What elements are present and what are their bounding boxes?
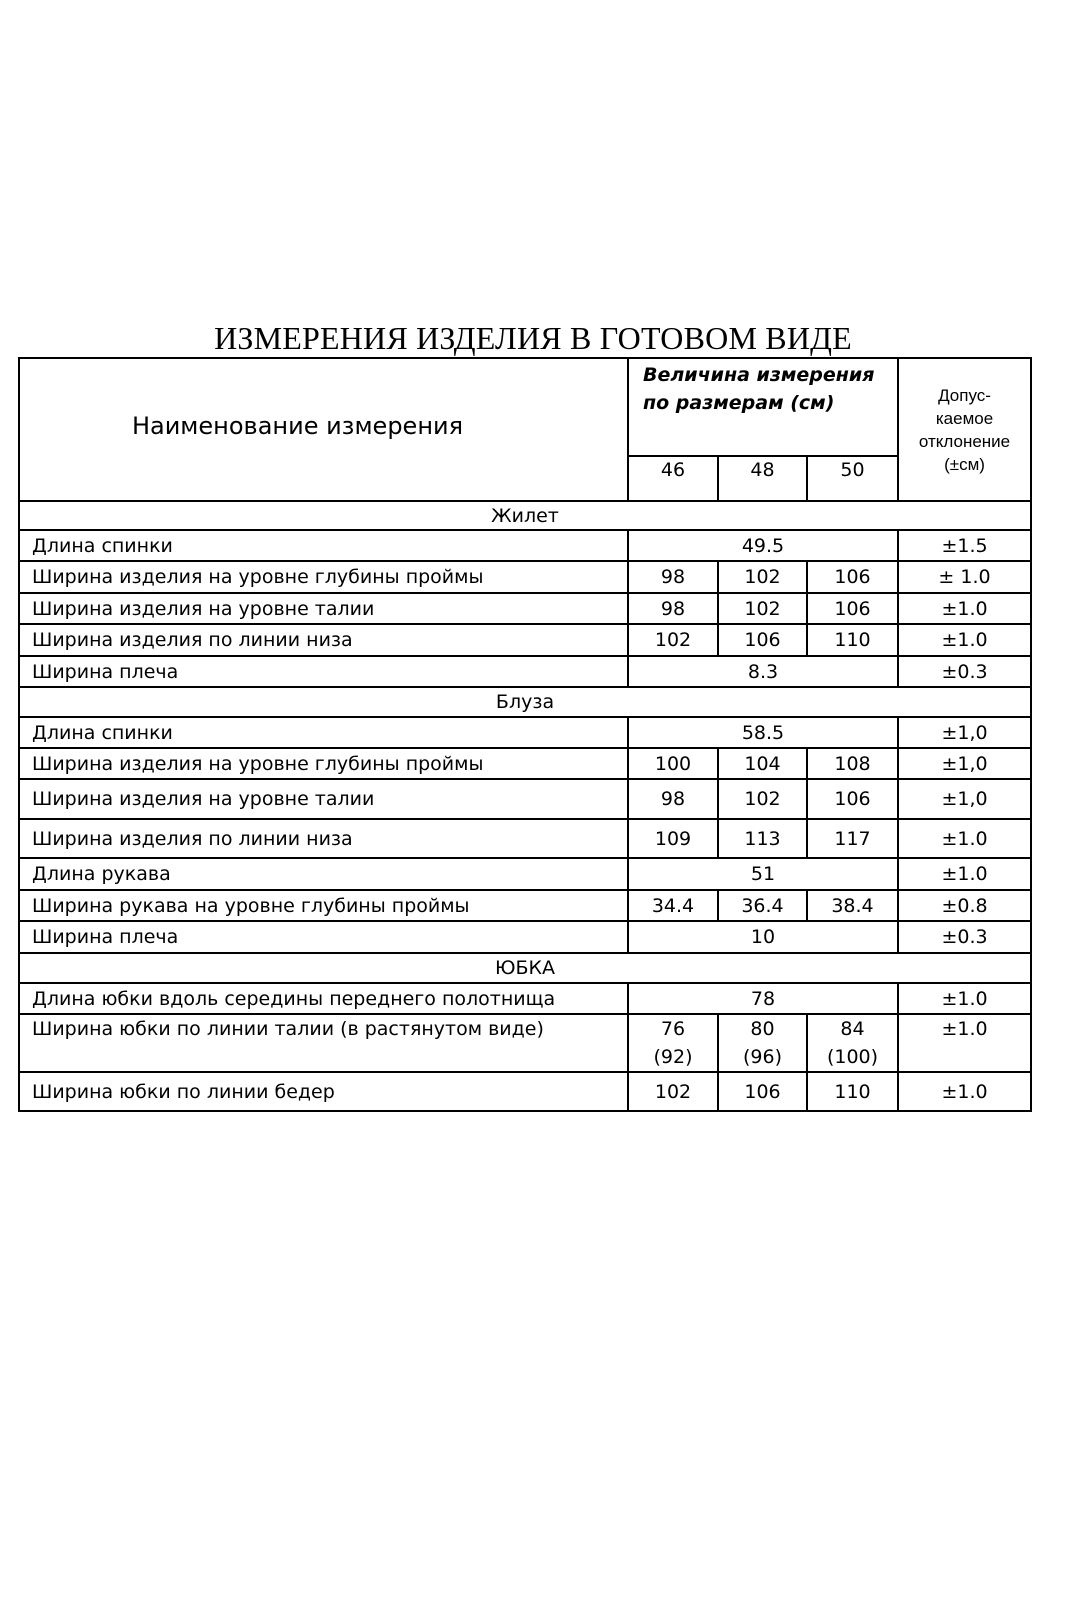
tolerance-value: ±1.0	[898, 1072, 1031, 1111]
measurement-value: 117	[807, 819, 898, 858]
tolerance-value: ±1,0	[898, 779, 1031, 819]
measurement-name: Ширина изделия на уровне талии	[19, 779, 628, 819]
measurement-value: 78	[628, 983, 898, 1014]
measurement-value-stretched: (100)	[826, 1046, 879, 1068]
measurement-value: 98	[628, 779, 718, 819]
tolerance-value: ±0.3	[898, 656, 1031, 687]
table-row	[19, 983, 1031, 1014]
measurement-name: Длина спинки	[19, 717, 628, 748]
table-row	[19, 1014, 1031, 1072]
measurement-name: Ширина изделия по линии низа	[19, 819, 628, 858]
section-heading: Блуза	[19, 687, 1031, 717]
measurement-value: 113	[718, 819, 807, 858]
measurement-value: 98	[628, 561, 718, 593]
tolerance-value: ±1.0	[898, 819, 1031, 858]
table-row	[19, 717, 1031, 748]
measurement-value: 98	[628, 593, 718, 624]
measurement-value: 51	[628, 858, 898, 890]
measurement-name: Длина рукава	[19, 858, 628, 890]
measurement-value: 102	[628, 624, 718, 656]
measurement-value: 110	[807, 1072, 898, 1111]
table-row	[19, 656, 1031, 687]
tolerance-value: ±1.0	[898, 624, 1031, 656]
table-row	[19, 748, 1031, 779]
measurements-table	[18, 357, 1032, 1112]
header-tolerance-line: Допус-	[938, 385, 991, 405]
tolerance-value: ±1,0	[898, 717, 1031, 748]
measurement-value: 100	[628, 748, 718, 779]
measurement-value: 102	[718, 561, 807, 593]
table-row	[19, 530, 1031, 561]
measurement-value	[628, 1014, 718, 1072]
measurement-name: Ширина изделия на уровне глубины проймы	[19, 561, 628, 593]
tolerance-value: ±1,0	[898, 748, 1031, 779]
tolerance-value: ±1.0	[898, 593, 1031, 624]
measurement-value: 106	[807, 561, 898, 593]
measurement-value: 38.4	[807, 890, 898, 921]
measurement-value: 58.5	[628, 717, 898, 748]
page-title: ИЗМЕРЕНИЯ ИЗДЕЛИЯ В ГОТОВОМ ВИДЕ	[214, 320, 852, 356]
measurement-value: 36.4	[718, 890, 807, 921]
measurement-value-main: 84	[840, 1018, 865, 1040]
header-tolerance-line: каемое	[935, 408, 994, 428]
tolerance-value: ±1.0	[898, 1014, 1031, 1072]
header-size-50: 50	[807, 456, 898, 501]
measurement-value-stretched: (96)	[742, 1046, 782, 1068]
measurement-name: Ширина изделия на уровне глубины проймы	[19, 748, 628, 779]
table-row	[19, 561, 1031, 593]
measurement-value-stretched: (92)	[653, 1046, 693, 1068]
measurement-name: Ширина плеча	[19, 656, 628, 687]
measurement-name: Ширина изделия на уровне талии	[19, 593, 628, 624]
measurement-value: 102	[628, 1072, 718, 1111]
tolerance-value: ±1.0	[898, 858, 1031, 890]
header-size-46: 46	[628, 456, 718, 501]
tolerance-value: ±1.0	[898, 983, 1031, 1014]
measurement-value-main: 80	[750, 1018, 775, 1040]
measurement-value: 106	[718, 1072, 807, 1111]
tolerance-value: ± 1.0	[898, 561, 1031, 593]
measurement-name: Ширина плеча	[19, 921, 628, 953]
measurement-value: 106	[718, 624, 807, 656]
table-row	[19, 890, 1031, 921]
table-row	[19, 624, 1031, 656]
table-row	[19, 921, 1031, 953]
header-tolerance-column	[898, 358, 1031, 501]
measurement-value: 49.5	[628, 530, 898, 561]
measurement-value: 106	[807, 593, 898, 624]
table-row	[19, 858, 1031, 890]
measurement-value-main: 76	[660, 1018, 686, 1040]
measurement-value	[718, 1014, 807, 1072]
header-value-column: Величина измерения по размерам (см)	[628, 358, 898, 456]
tolerance-value: ±0.8	[898, 890, 1031, 921]
measurement-name: Длина спинки	[19, 530, 628, 561]
measurement-value: 102	[718, 779, 807, 819]
measurement-name: Ширина рукава на уровне глубины проймы	[19, 890, 628, 921]
header-tolerance-line: отклонение	[918, 431, 1011, 451]
measurement-name: Ширина юбки по линии талии (в растянутом виде)	[19, 1014, 628, 1072]
table-row	[19, 1072, 1031, 1111]
measurement-value: 8.3	[628, 656, 898, 687]
header-size-48: 48	[718, 456, 807, 501]
measurement-value: 34.4	[628, 890, 718, 921]
measurement-value: 10	[628, 921, 898, 953]
measurement-value: 108	[807, 748, 898, 779]
header-name-column: Наименование измерения	[19, 358, 628, 501]
table-row	[19, 819, 1031, 858]
section-heading: Жилет	[19, 501, 1031, 530]
measurement-name: Длина юбки вдоль середины переднего полотнища	[19, 983, 628, 1014]
measurement-name: Ширина юбки по линии бедер	[19, 1072, 628, 1111]
tolerance-value: ±0.3	[898, 921, 1031, 953]
measurement-value: 102	[718, 593, 807, 624]
table-row	[19, 593, 1031, 624]
measurement-value: 104	[718, 748, 807, 779]
table-row	[19, 779, 1031, 819]
measurement-value: 109	[628, 819, 718, 858]
measurement-name: Ширина изделия по линии низа	[19, 624, 628, 656]
measurement-value: 110	[807, 624, 898, 656]
header-tolerance-line: (±см)	[944, 454, 985, 474]
measurement-value	[807, 1014, 898, 1072]
tolerance-value: ±1.5	[898, 530, 1031, 561]
measurement-value: 106	[807, 779, 898, 819]
section-heading: ЮБКА	[19, 953, 1031, 983]
